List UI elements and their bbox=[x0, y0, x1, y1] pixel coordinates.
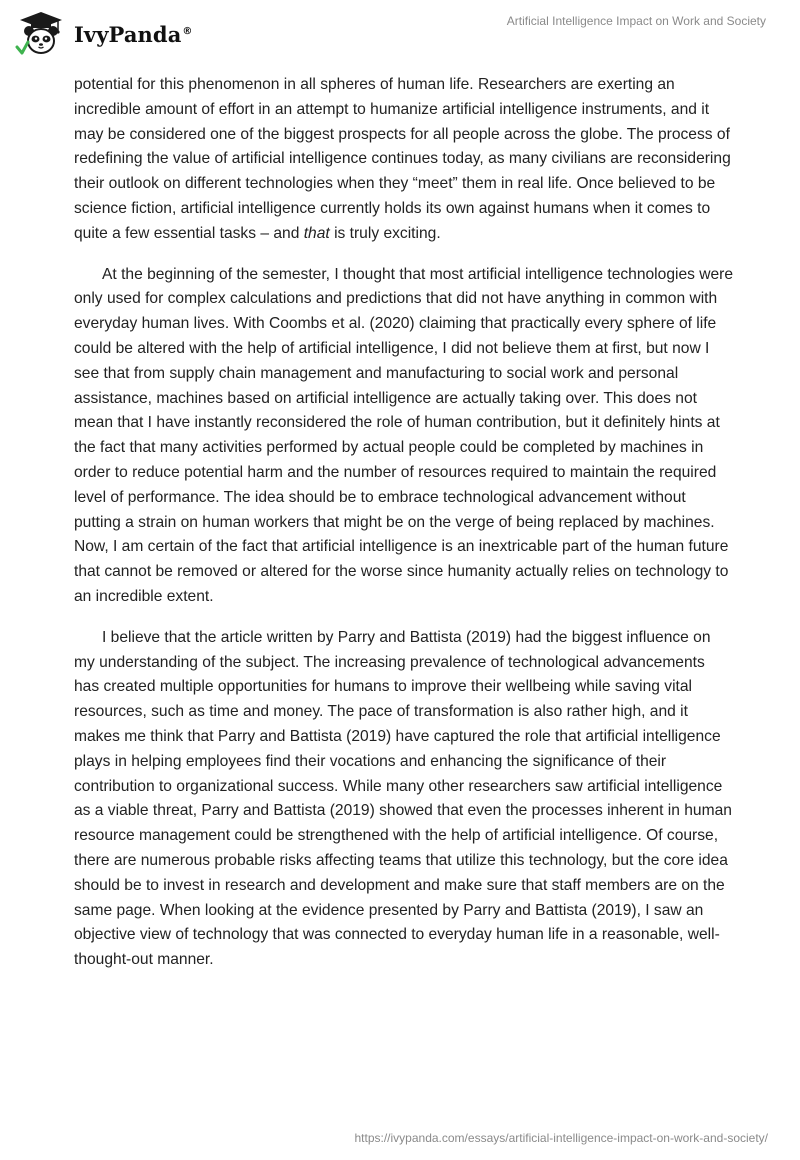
paragraph-text: potential for this phenomenon in all spheres of human life. Researchers are exerting an incredible amount of effort in an attempt to humanize artificial intelligence instruments, and it may be considered one of the biggest prospects for all people across the globe. The process of redefining the value of artificial intelligence continues today, as many civilians are reconsidering their outlook on different technologies when they “meet” them in real life. Once believed to be science fiction, artificial intelligence currently holds its own against humans when it comes to quite a few essential tasks – and bbox=[74, 76, 731, 242]
document-title: Artificial Intelligence Impact on Work and Society bbox=[506, 14, 766, 28]
source-url[interactable]: https://ivypanda.com/essays/artificial-intelligence-impact-on-work-and-society/ bbox=[354, 1131, 768, 1145]
emphasized-word: that bbox=[303, 224, 330, 242]
page-header bbox=[0, 0, 800, 70]
paragraph-text-end: is truly exciting. bbox=[329, 224, 441, 242]
registered-mark: ® bbox=[182, 25, 193, 37]
panda-mortarboard-icon bbox=[14, 9, 68, 57]
essay-body bbox=[74, 73, 734, 989]
paragraph-continuation bbox=[74, 73, 734, 247]
paragraph-parry-battista: I believe that the article written by Parry and Battista (2019) had the biggest influence on my understanding of the subject. The increasing prevalence of technological advancements has created multiple opportunities for humans to improve their wellbeing while saving vital resources, such as time and money. The pace of transformation is also rather high, and it makes me think that Parry and Battista (2019) have captured the role that artificial intelligence plays in helping employees find their vocations and enhancing the significance of their contribution to organizational success. While many other researchers saw artificial intelligence as a viable threat, Parry and Battista (2019) showed that even the processes inherent in human resource management could be strengthened with the help of artificial intelligence. Of course, there are numerous probable risks affecting teams that utilize this technology, but the core idea should be to invest in research and development and make sure that staff members are on the same page. When looking at the evidence presented by Parry and Battista (2019), I saw an objective view of technology that was connected to everyday human life in a reasonable, well-thought-out manner. bbox=[74, 628, 732, 969]
brand-name: IvyPanda® bbox=[74, 21, 193, 47]
paragraph-semester: At the beginning of the semester, I thought that most artificial intelligence technologies were only used for complex calculations and predictions that did not have anything in common with everyday human lives. With Coombs et al. (2020) claiming that practically every sphere of life could be altered with the help of artificial intelligence, I did not believe them at first, but now I see that from supply chain management and manufacturing to social work and personal assistance, machines based on artificial intelligence are actually taking over. This does not mean that I have instantly reconsidered the role of human contribution, but it definitely hints at the fact that many activities performed by actual people could be completed by machines in order to reduce potential harm and the number of resources required to maintain the required level of performance. The idea should be to embrace technological advancement without putting a strain on human workers that might be on the verge of being replaced by machines. Now, I am certain of the fact that artificial intelligence is an inextricable part of the human future that cannot be removed or altered for the worse since humanity actually relies on technology to an incredible extent. bbox=[74, 265, 734, 605]
brand-logo[interactable] bbox=[14, 8, 193, 58]
